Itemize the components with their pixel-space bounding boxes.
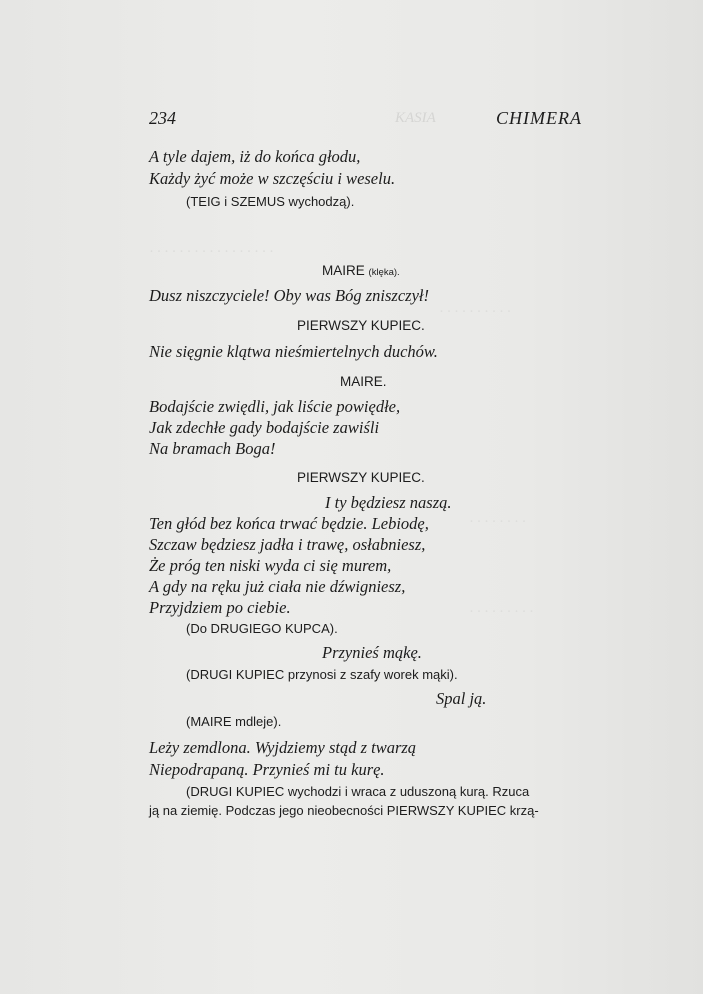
- show-through-text: . . . . . . . . . . . . . . . . .: [150, 240, 274, 256]
- verse-line: Na bramach Boga!: [149, 439, 276, 458]
- verse-line: A tyle dajem, iż do końca głodu,: [149, 147, 361, 166]
- show-through-text: . . . . . . . .: [470, 510, 527, 526]
- speaker-note: (klęka).: [368, 267, 400, 278]
- verse-line: I ty będziesz naszą.: [325, 493, 452, 512]
- stage-direction: (TEIG i SZEMUS wychodzą).: [186, 194, 355, 209]
- verse-line: Ten głód bez końca trwać będzie. Lebiodę,: [149, 514, 429, 533]
- speaker-name: MAIRE.: [340, 374, 387, 389]
- stage-direction: (MAIRE mdleje).: [186, 714, 282, 729]
- verse-line: A gdy na ręku już ciała nie dźwigniesz,: [149, 577, 406, 596]
- speaker-name: PIERWSZY KUPIEC.: [297, 470, 425, 485]
- stage-direction: (DRUGI KUPIEC wychodzi i wraca z uduszoną kurą. Rzuca: [186, 784, 530, 799]
- running-title: CHIMERA: [496, 108, 582, 128]
- verse-line: Jak zdechłe gady bodajście zawiśli: [149, 418, 380, 437]
- speaker-label: MAIRE: [322, 263, 365, 278]
- show-through-text: . . . . . . . . . .: [440, 300, 512, 316]
- stage-direction: (DRUGI KUPIEC przynosi z szafy worek mąki).: [186, 667, 458, 682]
- speaker-name: [322, 263, 400, 278]
- verse-line: Leży zemdlona. Wyjdziemy stąd z twarzą: [149, 738, 417, 757]
- verse-line: Nie sięgnie klątwa nieśmiertelnych duchów.: [149, 342, 438, 361]
- show-through-text: . . . . . . . . .: [470, 600, 534, 616]
- show-through-text: KASIA: [395, 110, 436, 126]
- verse-line: Dusz niszczyciele! Oby was Bóg zniszczył!: [149, 286, 430, 305]
- page-number: 234: [149, 108, 176, 128]
- stage-direction: (Do DRUGIEGO KUPCA).: [186, 621, 338, 636]
- verse-line: Bodajście zwiędli, jak liście powiędłe,: [149, 397, 401, 416]
- speaker-name: PIERWSZY KUPIEC.: [297, 318, 425, 333]
- verse-line: Szczaw będziesz jadła i trawę, osłabniesz,: [149, 535, 426, 554]
- verse-line: Przynieś mąkę.: [322, 643, 422, 662]
- verse-line: Że próg ten niski wyda ci się murem,: [149, 556, 392, 575]
- verse-line: Niepodrapaną. Przynieś mi tu kurę.: [149, 760, 385, 779]
- verse-line: Przyjdziem po ciebie.: [149, 598, 291, 617]
- verse-line: Każdy żyć może w szczęściu i weselu.: [149, 169, 396, 188]
- verse-line: Spal ją.: [436, 689, 487, 708]
- stage-direction: ją na ziemię. Podczas jego nieobecności PIERWSZY KUPIEC krzą-: [149, 803, 539, 818]
